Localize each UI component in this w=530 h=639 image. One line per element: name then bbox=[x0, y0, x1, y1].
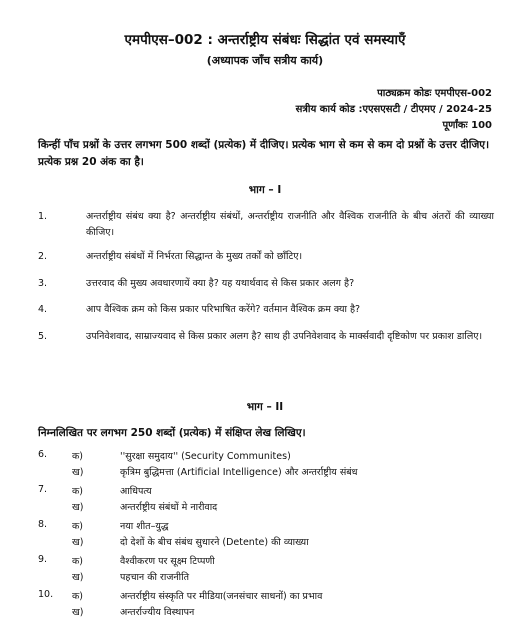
sub-label: ख) bbox=[72, 502, 84, 513]
sub-question-text: नया शीत–युद्ध bbox=[120, 521, 169, 532]
sub-label: ख) bbox=[72, 537, 84, 548]
question-text: उत्तरवाद की मुख्य अवधारणायें क्या है? यह यथार्थवाद से किस प्रकार अलग है? bbox=[86, 278, 355, 289]
question-2 bbox=[38, 249, 494, 265]
sub-label: क) bbox=[72, 486, 84, 497]
sub-label: ख) bbox=[72, 572, 84, 583]
question-text: अन्तर्राष्ट्रीय संबंध क्या है? अन्तर्राष्ट्रीय संबंधों, अन्तर्राष्ट्रीय राजनीति और वैश्विक राजनीति के बीच अंतरों की व्याख्या कीजिए। bbox=[86, 211, 494, 238]
sub-label: क) bbox=[72, 556, 84, 567]
sub-label: क) bbox=[72, 451, 84, 462]
max-marks: पूर्णांकः 100 bbox=[442, 120, 492, 131]
part-2-heading: भाग – II bbox=[246, 401, 284, 413]
question-1 bbox=[38, 209, 494, 241]
question-number: 7. bbox=[38, 484, 48, 495]
course-code: पाठ्यक्रम कोडः एमपीएस-002 bbox=[377, 88, 492, 99]
sub-question-text: अन्तर्राष्ट्रीय संबंधों मे नारीवाद bbox=[120, 502, 218, 513]
sub-question-text: आधिपत्य bbox=[120, 486, 152, 497]
part-1-heading: भाग – I bbox=[248, 184, 282, 196]
question-3 bbox=[38, 276, 494, 292]
sub-question-text: पहचान की राजनीति bbox=[120, 572, 190, 583]
question-number: 9. bbox=[38, 554, 48, 565]
sub-question-text: दो देशों के बीच संबंध सुधारने (Detente) की व्याख्या bbox=[120, 537, 309, 548]
sub-label: ख) bbox=[72, 607, 84, 618]
sub-question-text: वैश्वीकरण पर सूक्ष्म टिप्पणी bbox=[120, 556, 215, 567]
question-text: आप वैश्विक क्रम को किस प्रकार परिभाषित करेंगे? वर्तमान वैश्विक क्रम क्या है? bbox=[86, 304, 361, 315]
question-number: 2. bbox=[38, 251, 48, 262]
question-number: 3. bbox=[38, 278, 48, 289]
sub-question-text: अन्तर्राष्ट्रीय संस्कृति पर मीडिया(जनसंचार साधनों) का प्रभाव bbox=[120, 591, 323, 602]
document-subtitle: (अध्यापक जाँच सत्रीय कार्य) bbox=[206, 54, 324, 67]
document-title: एमपीएस–002 : अन्तर्राष्ट्रीय संबंधः सिद्धांत एवं समस्याएँ bbox=[124, 32, 406, 48]
assignment-code: सत्रीय कार्य कोड :एएसएसटी / टीएमए / 2024-25 bbox=[295, 104, 492, 115]
sub-label: क) bbox=[72, 521, 84, 532]
sub-question-text: ''सुरक्षा समुदाय'' (Security Communites) bbox=[120, 451, 291, 462]
question-number: 8. bbox=[38, 519, 48, 530]
sub-label: ख) bbox=[72, 467, 84, 478]
question-number: 6. bbox=[38, 449, 48, 460]
question-number: 10. bbox=[38, 589, 54, 600]
question-4 bbox=[38, 302, 494, 318]
question-number: 1. bbox=[38, 211, 48, 222]
part-2-instruction: निम्नलिखित पर लगभग 250 शब्दों (प्रत्येक) में संक्षिप्त लेख लिखिए। bbox=[38, 427, 306, 439]
sub-label: क) bbox=[72, 591, 84, 602]
sub-question-text: अन्तर्राज्यीय विस्थापन bbox=[120, 607, 195, 618]
question-number: 4. bbox=[38, 304, 48, 315]
question-number: 5. bbox=[38, 331, 48, 342]
sub-question-text: कृत्रिम बुद्धिमत्ता (Artificial Intelligence) और अन्तर्राष्ट्रीय संबंध bbox=[120, 467, 358, 478]
question-5 bbox=[38, 329, 494, 345]
general-instructions: किन्हीं पाँच प्रश्नों के उत्तर लगभग 500 शब्दों (प्रत्येक) में दीजिए। प्रत्येक भाग से कम से कम दो प्रश्नों के उत्तर दीजिए। प्रत्येक प्रश्न 20 अंक का है। bbox=[38, 139, 490, 168]
question-text: अन्तर्राष्ट्रीय संबंधों में निर्भरता सिद्धान्त के मुख्य तर्कों को छाँटिए। bbox=[86, 251, 303, 262]
question-text: उपनिवेशवाद, साम्राज्यवाद से किस प्रकार अलग है? साथ ही उपनिवेशवाद के मार्क्सवादी दृष्टिकोण पर प्रकाश डालिए। bbox=[86, 331, 483, 342]
